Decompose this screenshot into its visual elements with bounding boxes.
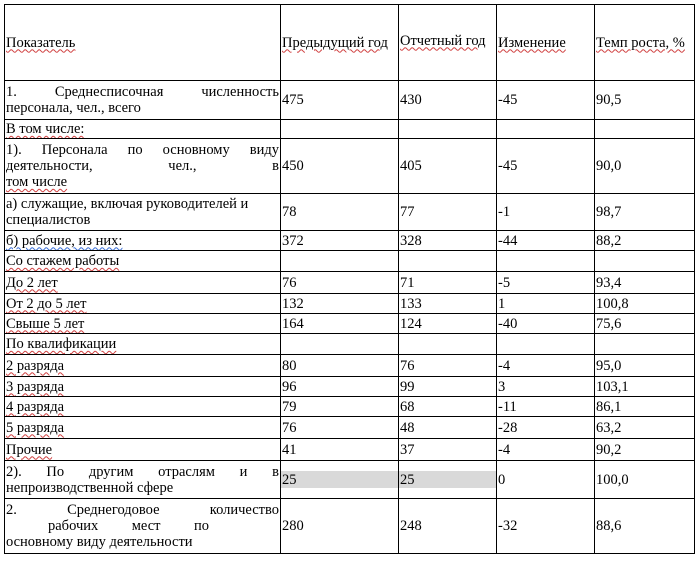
cell-rate bbox=[595, 251, 695, 272]
cell-rate bbox=[595, 334, 695, 355]
cell-indicator: Свыше 5 лет bbox=[5, 314, 281, 334]
highlight-bar bbox=[281, 471, 398, 488]
cell-change: -11 bbox=[497, 397, 595, 417]
cell-report: 405 bbox=[399, 139, 497, 194]
cell-rate: 75,6 bbox=[595, 314, 695, 334]
cell-rate: 86,1 bbox=[595, 397, 695, 417]
cell-report: 99 bbox=[399, 377, 497, 397]
header-change: Изменение bbox=[497, 5, 595, 81]
cell-prev: 164 bbox=[281, 314, 399, 334]
cell-report bbox=[399, 120, 497, 139]
cell-report: 76 bbox=[399, 355, 497, 377]
cell-prev bbox=[281, 251, 399, 272]
cell-report: 48 bbox=[399, 417, 497, 439]
cell-rate: 90,0 bbox=[595, 139, 695, 194]
cell-rate: 100,0 bbox=[595, 461, 695, 499]
header-growth-rate: Темп роста, % bbox=[595, 5, 695, 81]
cell-change: -40 bbox=[497, 314, 595, 334]
cell-rate bbox=[595, 120, 695, 139]
cell-indicator: 5 разряда bbox=[5, 417, 281, 439]
cell-change bbox=[497, 251, 595, 272]
cell-indicator: 3 разряда bbox=[5, 377, 281, 397]
cell-report: 37 bbox=[399, 439, 497, 461]
indicator-line: 1). Персонала по основному виду деятельности, чел., в bbox=[6, 142, 279, 174]
indicator-line: рабочих мест по bbox=[48, 518, 209, 534]
header-report-year: Отчетный год bbox=[399, 5, 497, 81]
cell-change: -44 bbox=[497, 231, 595, 251]
cell-indicator: По квалификации bbox=[5, 334, 281, 355]
cell-prev: 78 bbox=[281, 194, 399, 231]
cell-prev bbox=[281, 334, 399, 355]
cell-rate: 88,2 bbox=[595, 231, 695, 251]
table-row bbox=[5, 397, 695, 417]
cell-prev: 79 bbox=[281, 397, 399, 417]
cell-indicator: В том числе: bbox=[5, 120, 281, 139]
cell-indicator: От 2 до 5 лет bbox=[5, 294, 281, 314]
header-indicator: Показатель bbox=[5, 5, 281, 81]
header-prev-year: Предыдущий год bbox=[281, 5, 399, 81]
table-header-row bbox=[5, 5, 695, 81]
cell-indicator bbox=[5, 499, 281, 554]
cell-report: 71 bbox=[399, 272, 497, 294]
table-row bbox=[5, 417, 695, 439]
cell-rate: 90,2 bbox=[595, 439, 695, 461]
cell-rate: 93,4 bbox=[595, 272, 695, 294]
cell-prev: 41 bbox=[281, 439, 399, 461]
cell-report: 77 bbox=[399, 194, 497, 231]
cell-prev: 372 bbox=[281, 231, 399, 251]
cell-report: 248 bbox=[399, 499, 497, 554]
table-row bbox=[5, 194, 695, 231]
cell-rate: 98,7 bbox=[595, 194, 695, 231]
table-row bbox=[5, 334, 695, 355]
table-row bbox=[5, 81, 695, 120]
cell-rate: 103,1 bbox=[595, 377, 695, 397]
cell-report: 133 bbox=[399, 294, 497, 314]
cell-indicator bbox=[5, 139, 281, 194]
table-row bbox=[5, 251, 695, 272]
cell-report: 430 bbox=[399, 81, 497, 120]
cell-prev: 76 bbox=[281, 272, 399, 294]
cell-rate: 100,8 bbox=[595, 294, 695, 314]
cell-indicator: а) служащие, включая руководителей и специалистов bbox=[5, 194, 281, 231]
cell-prev: 280 bbox=[281, 499, 399, 554]
cell-rate: 95,0 bbox=[595, 355, 695, 377]
cell-rate: 63,2 bbox=[595, 417, 695, 439]
cell-report bbox=[399, 251, 497, 272]
cell-change: -32 bbox=[497, 499, 595, 554]
cell-prev bbox=[281, 120, 399, 139]
table-row bbox=[5, 439, 695, 461]
cell-report: 124 bbox=[399, 314, 497, 334]
cell-prev: 132 bbox=[281, 294, 399, 314]
cell-indicator: Со стажем работы bbox=[5, 251, 281, 272]
cell-indicator: Прочие bbox=[5, 439, 281, 461]
table-row bbox=[5, 314, 695, 334]
cell-indicator: 4 разряда bbox=[5, 397, 281, 417]
cell-change: -4 bbox=[497, 439, 595, 461]
table-row bbox=[5, 461, 695, 499]
cell-rate: 88,6 bbox=[595, 499, 695, 554]
indicator-line: основному виду деятельности bbox=[6, 534, 193, 550]
cell-indicator: До 2 лет bbox=[5, 272, 281, 294]
table-row bbox=[5, 294, 695, 314]
cell-change: 3 bbox=[497, 377, 595, 397]
table-row bbox=[5, 272, 695, 294]
cell-change: 1 bbox=[497, 294, 595, 314]
cell-change: 0 bbox=[497, 461, 595, 499]
cell-change bbox=[497, 120, 595, 139]
cell-indicator: 2 разряда bbox=[5, 355, 281, 377]
cell-report: 25 bbox=[399, 461, 497, 499]
cell-indicator: б) рабочие, из них: bbox=[5, 231, 281, 251]
cell-prev: 96 bbox=[281, 377, 399, 397]
table-row bbox=[5, 355, 695, 377]
cell-report: 328 bbox=[399, 231, 497, 251]
staff-table bbox=[4, 4, 695, 554]
table-row bbox=[5, 231, 695, 251]
table-row bbox=[5, 120, 695, 139]
table-row bbox=[5, 139, 695, 194]
cell-change: -5 bbox=[497, 272, 595, 294]
cell-change bbox=[497, 334, 595, 355]
cell-indicator: 2). По другим отраслям и в непроизводственной сфере bbox=[5, 461, 281, 499]
cell-indicator: 1. Среднесписочная численность персонала, чел., всего bbox=[5, 81, 281, 120]
indicator-line: 2. Среднегодовое количество bbox=[6, 502, 279, 518]
cell-change: -45 bbox=[497, 81, 595, 120]
cell-report: 68 bbox=[399, 397, 497, 417]
cell-change: -28 bbox=[497, 417, 595, 439]
cell-rate: 90,5 bbox=[595, 81, 695, 120]
table-row bbox=[5, 377, 695, 397]
cell-report bbox=[399, 334, 497, 355]
cell-change: -45 bbox=[497, 139, 595, 194]
cell-change: -1 bbox=[497, 194, 595, 231]
cell-prev: 76 bbox=[281, 417, 399, 439]
cell-prev: 25 bbox=[281, 461, 399, 499]
cell-prev: 475 bbox=[281, 81, 399, 120]
cell-prev: 450 bbox=[281, 139, 399, 194]
table-row bbox=[5, 499, 695, 554]
cell-prev: 80 bbox=[281, 355, 399, 377]
cell-change: -4 bbox=[497, 355, 595, 377]
indicator-line: том числе bbox=[6, 174, 68, 190]
